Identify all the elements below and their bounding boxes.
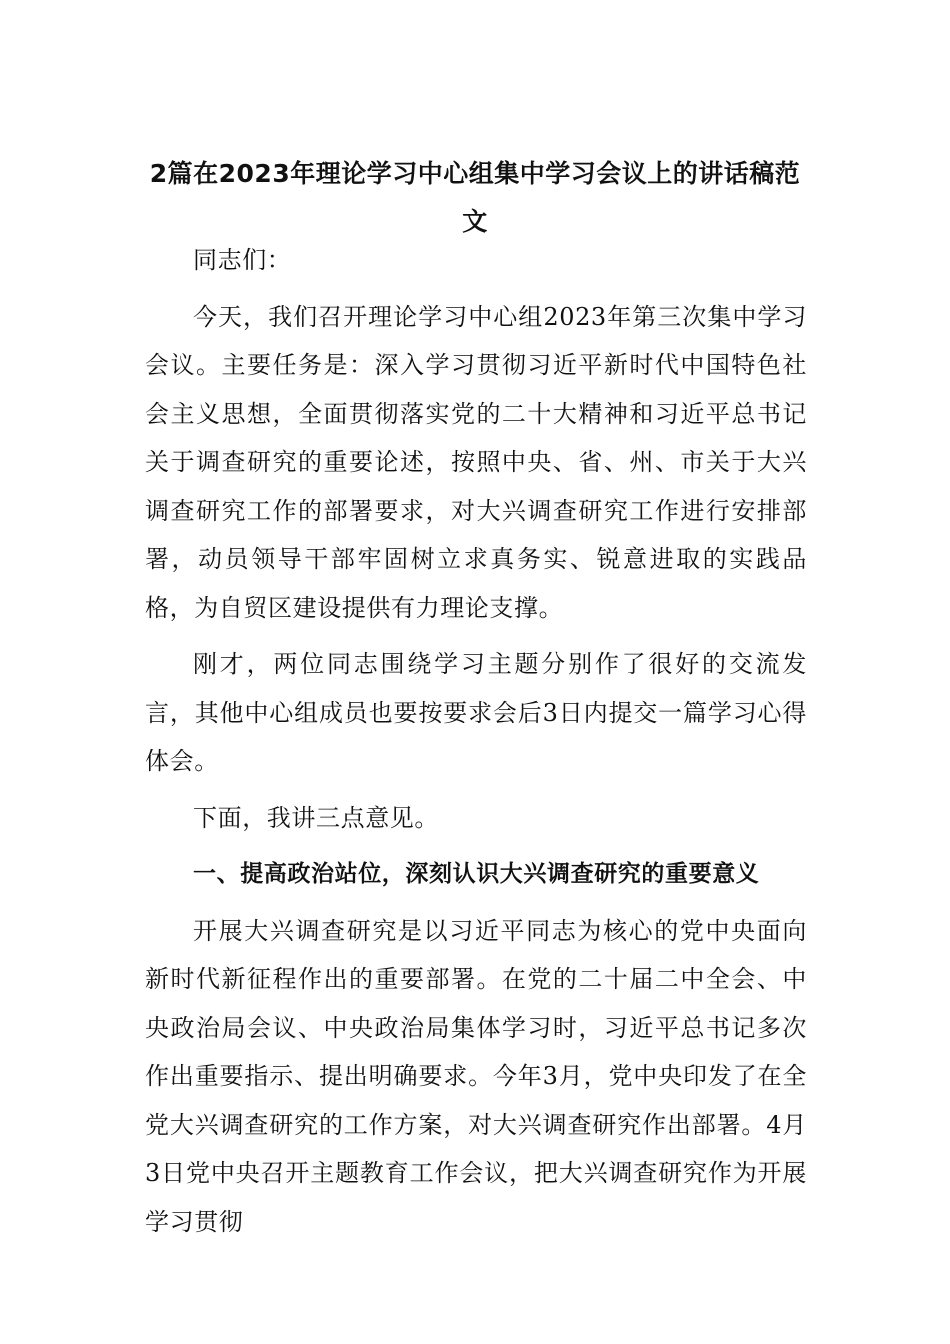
- section-paragraph: 开展大兴调查研究是以习近平同志为核心的党中央面向新时代新征程作出的重要部署。在党的二十届二中全会、中央政治局会议、中央政治局集体学习时，习近平总书记多次作出重要指示、提出明确要求。今年3月，党中央印发了在全党大兴调查研究的工作方案，对大兴调查研究作出部署。4月3日党中央召开主题教育工作会议，把大兴调查研究作为开展学习贯彻: [145, 916, 807, 1236]
- document-body: [145, 236, 807, 1254]
- paragraph-three-points: 下面，我讲三点意见。: [193, 803, 439, 832]
- paragraph-exchange: 刚才，两位同志围绕学习主题分别作了很好的交流发言，其他中心组成员也要按要求会后3日内提交一篇学习心得体会。: [145, 650, 807, 775]
- document-title: 2篇在2023年理论学习中心组集中学习会议上的讲话稿范文: [149, 159, 801, 236]
- greeting: 同志们：: [193, 246, 292, 274]
- section-heading: 一、提高政治站位，深刻认识大兴调查研究的重要意义: [193, 861, 760, 887]
- paragraph-intro: 今天，我们召开理论学习中心组2023年第三次集中学习会议。主要任务是：深入学习贯彻习近平新时代中国特色社会主义思想，全面贯彻落实党的二十大精神和习近平总书记关于调查研究的重要论述，按照中央、省、州、市关于大兴调查研究工作的部署要求，对大兴调查研究工作进行安排部署，动员领导干部牢固树立求真务实、锐意进取的实践品格，为自贸区建设提供有力理论支撑。: [145, 302, 807, 622]
